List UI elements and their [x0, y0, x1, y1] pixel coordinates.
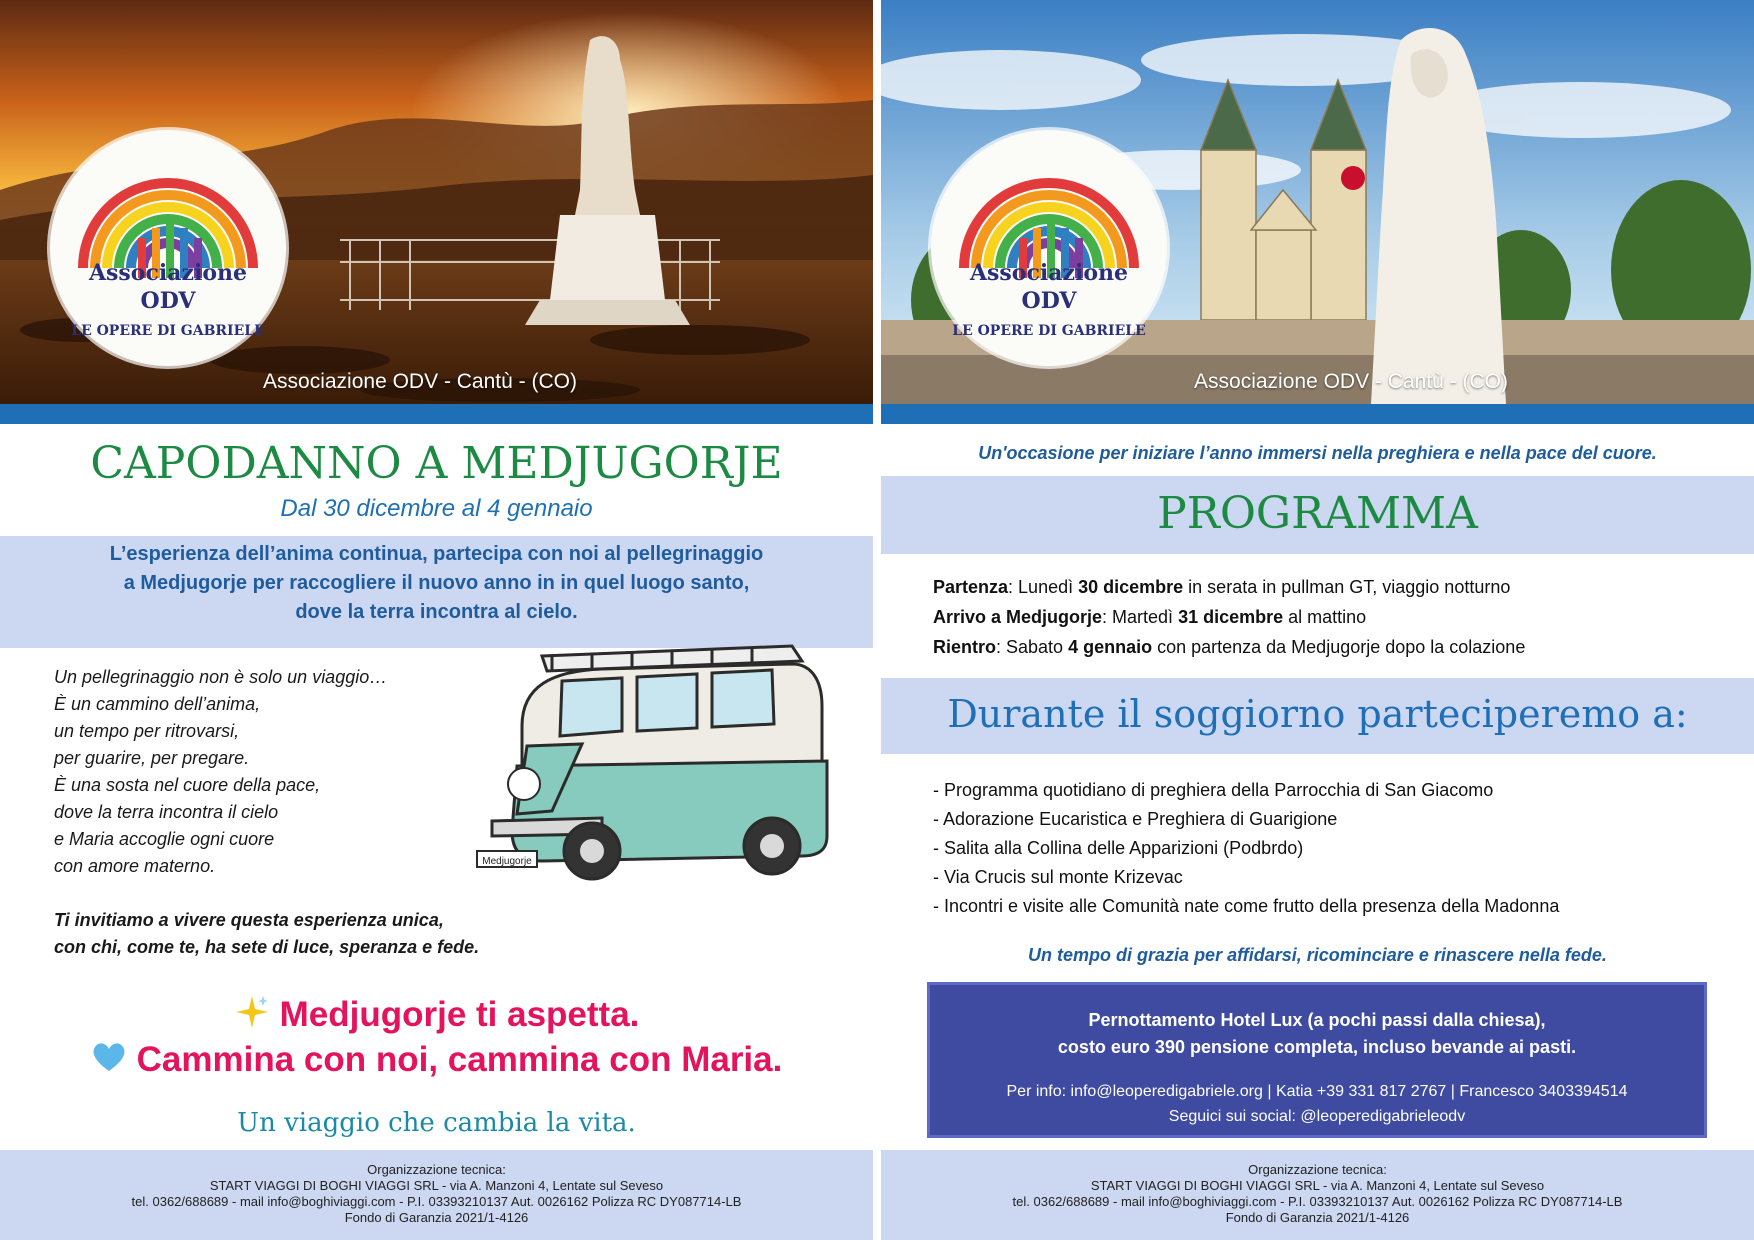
intro-line: dove la terra incontra al cielo. [295, 601, 578, 623]
slogan-text-2: Cammina con noi, cammina con Maria. [136, 1040, 783, 1079]
logo-text-associazione: Associazione [88, 260, 248, 286]
poem-line: Un pellegrinaggio non è solo un viaggio… [54, 667, 388, 687]
schedule-partenza [933, 572, 1733, 602]
intro-line: L’esperienza dell’anima continua, partecipa con noi al pellegrinaggio [109, 543, 764, 565]
page-title: CAPODANNO A MEDJUGORJE [90, 438, 783, 489]
footer-line: Organizzazione tecnica: [1248, 1162, 1387, 1177]
logo-text-odv: ODV [140, 288, 196, 314]
invite-line: Ti invitiamo a vivere questa esperienza unica, [54, 910, 444, 930]
van-icon [462, 636, 862, 886]
poem-line: un tempo per ritrovarsi, [54, 721, 240, 741]
activity-item: - Programma quotidiano di preghiera della Parrocchia di San Giacomo [933, 780, 1494, 800]
tagline: Un viaggio che cambia la vita. [237, 1108, 636, 1138]
footer-line: START VIAGGI DI BOGHI VIAGGI SRL - via A. Manzoni 4, Lentate sul Seveso [1090, 1178, 1545, 1193]
activities-list [933, 776, 1733, 921]
poem-line: e Maria accoglie ogni cuore [54, 829, 275, 849]
rainbow-arch-icon [931, 130, 1167, 366]
association-logo [50, 130, 286, 366]
hotel-info-box [927, 982, 1707, 1138]
footer-line: tel. 0362/688689 - mail info@boghiviaggi.com - P.I. 03393210137 Aut. 0026162 Polizza RC DY087714-LB [1012, 1194, 1623, 1209]
date-subtitle: Dal 30 dicembre al 4 gennaio [280, 495, 593, 522]
slogan-line-2 [0, 1040, 873, 1082]
program-schedule [933, 572, 1733, 662]
heart-icon [91, 1041, 127, 1082]
hero-caption: Associazione ODV - Cantù - (CO) [1194, 370, 1508, 393]
schedule-text: : Sabato [996, 637, 1069, 657]
schedule-label: Partenza [933, 577, 1009, 597]
poem-line: dove la terra incontra il cielo [54, 802, 279, 822]
poem-line: per guarire, per pregare. [54, 748, 250, 768]
rainbow-arch-icon [50, 130, 286, 366]
grace-text: Un tempo di grazia per affidarsi, ricominciare e rinascere nella fede. [1028, 945, 1607, 965]
left-flyer-page [0, 0, 873, 1240]
blue-divider-bar [881, 404, 1754, 424]
footer-line: Fondo di Garanzia 2021/1-4126 [344, 1210, 529, 1225]
schedule-arrivo [933, 602, 1733, 632]
footer-line: START VIAGGI DI BOGHI VIAGGI SRL - via A. Manzoni 4, Lentate sul Seveso [209, 1178, 664, 1193]
activity-item: - Adorazione Eucaristica e Preghiera di Guarigione [933, 809, 1338, 829]
schedule-rientro [933, 632, 1733, 662]
blue-divider-bar [0, 404, 873, 424]
logo-text-opere: LE OPERE DI GABRIELE [952, 323, 1146, 339]
schedule-date: 31 dicembre [1178, 607, 1284, 627]
vw-van-illustration [462, 636, 862, 891]
schedule-text: con partenza da Medjugorje dopo la colazione [1152, 637, 1526, 657]
schedule-text: : Martedì [1102, 607, 1179, 627]
activity-item: - Salita alla Collina delle Apparizioni (Podbrdo) [933, 838, 1304, 858]
contact-details [930, 1079, 1704, 1129]
logo-text-odv: ODV [1021, 288, 1077, 314]
hotel-line: Pernottamento Hotel Lux (a pochi passi dalla chiesa), [1088, 1010, 1546, 1030]
invite-text [54, 907, 534, 961]
footer-organization [0, 1150, 873, 1240]
page-gutter [873, 0, 881, 1240]
poem-line: È una sosta nel cuore della pace, [54, 775, 321, 795]
durante-heading: Durante il soggiorno parteciperemo a: [947, 692, 1688, 736]
footer-line: tel. 0362/688689 - mail info@boghiviaggi.com - P.I. 03393210137 Aut. 0026162 Polizza RC DY087714-LB [131, 1194, 742, 1209]
poem-line: È un cammino dell’anima, [54, 694, 261, 714]
footer-line: Fondo di Garanzia 2021/1-4126 [1225, 1210, 1410, 1225]
hero-image-church [881, 0, 1754, 404]
activity-item: - Via Crucis sul monte Krizevac [933, 867, 1183, 887]
schedule-text: : Lunedì [1008, 577, 1079, 597]
van-plate-text: Medjugorje [482, 856, 532, 867]
schedule-date: 30 dicembre [1078, 577, 1184, 597]
social-handle: Seguici sui social: @leoperedigabrieleodv [1168, 1108, 1466, 1125]
hotel-line: costo euro 390 pensione completa, incluso bevande ai pasti. [1057, 1037, 1577, 1057]
slogan-line-1 [0, 994, 873, 1039]
logo-text-opere: LE OPERE DI GABRIELE [71, 323, 265, 339]
hero-image-sunset [0, 0, 873, 404]
footer-line: Organizzazione tecnica: [367, 1162, 506, 1177]
schedule-date: 4 gennaio [1068, 637, 1153, 657]
logo-text-associazione: Associazione [969, 260, 1129, 286]
poem-line: con amore materno. [54, 856, 216, 876]
intro-text [0, 540, 873, 627]
schedule-text: in serata in pullman GT, viaggio notturno [1183, 577, 1511, 597]
activity-item: - Incontri e visite alle Comunità nate come frutto della presenza della Madonna [933, 896, 1560, 916]
motto-text: Un'occasione per iniziare l’anno immersi nella preghiera e nella pace del cuore. [978, 443, 1657, 463]
hero-caption: Associazione ODV - Cantù - (CO) [263, 370, 577, 393]
schedule-text: al mattino [1283, 607, 1367, 627]
schedule-label: Rientro [933, 637, 996, 657]
slogan-text-1: Medjugorje ti aspetta. [279, 994, 640, 1034]
contact-info: Per info: info@leoperedigabriele.org | Katia +39 331 817 2767 | Francesco 3403394514 [1006, 1083, 1628, 1100]
association-logo [931, 130, 1167, 366]
right-flyer-page [881, 0, 1754, 1240]
hotel-details [930, 1007, 1704, 1061]
invite-line: con chi, come te, ha sete di luce, speranza e fede. [54, 937, 480, 957]
intro-line: a Medjugorje per raccogliere il nuovo anno in in quel luogo santo, [123, 572, 750, 594]
footer-organization [881, 1150, 1754, 1240]
programma-title: PROGRAMMA [1157, 488, 1478, 539]
poem-text [54, 664, 494, 880]
sparkles-icon [234, 994, 270, 1039]
schedule-label: Arrivo a Medjugorje [933, 607, 1103, 627]
